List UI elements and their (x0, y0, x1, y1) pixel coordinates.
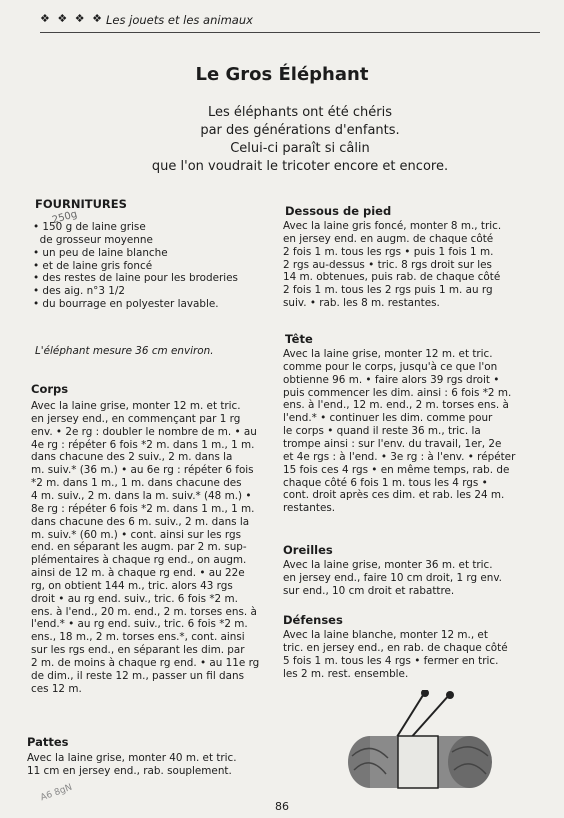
text-line: obtienne 96 m. • faire alors 39 rgs droit • (283, 373, 500, 386)
ornament-icon: ❖ ❖ ❖ ❖ (40, 12, 104, 25)
text-line: • du bourrage en polyester lavable. (33, 298, 219, 311)
text-line: • 150 g de laine grise (33, 221, 146, 233)
handwritten-note: 250g (51, 208, 79, 227)
text-line: droit • au rg end. suiv., tric. 6 fois *2 m. (31, 592, 238, 605)
dessous-heading: Dessous de pied (285, 204, 392, 218)
text-line: ens., 18 m., 2 m. torses ens.*, cont. ainsi (31, 631, 245, 644)
text-line: 11 cm en jersey end., rab. souplement. (27, 764, 232, 777)
text-line: le corps • quand il reste 36 m., tric. la (283, 425, 481, 438)
text-line: restantes. (283, 502, 336, 515)
text-line: rg, on obtient 144 m., tric. alors 43 rgs (31, 579, 233, 592)
corps-heading: Corps (31, 382, 69, 396)
text-line: Avec la laine blanche, monter 12 m., et (283, 629, 488, 641)
text-line: 2 fois 1 m. tous les rgs • puis 1 fois 1 m. (283, 245, 494, 258)
text-line: comme pour le corps, jusqu'à ce que l'on (283, 360, 498, 373)
text-line: 15 fois ces 4 rgs • en même temps, rab. de (283, 463, 510, 476)
text-line: dans chacune des 2 suiv., 2 m. dans la (31, 451, 233, 464)
text-line: sur les rgs end., en séparant les dim. par (31, 644, 245, 657)
text-line: puis commencer les dim. ainsi : 6 fois *2 m. (283, 386, 512, 399)
text-line: suiv. • rab. les 8 m. restantes. (283, 297, 440, 310)
header-rule (40, 32, 540, 33)
tete-heading: Tête (285, 332, 313, 346)
text-line: ces 12 m. (31, 682, 82, 695)
text-line: en jersey end. en augm. de chaque côté (283, 232, 494, 245)
yarn-ball-icon (340, 690, 510, 790)
text-line: Avec la laine grise, monter 36 m. et tric. (283, 559, 493, 571)
text-line: *2 m. dans 1 m., 1 m. dans chacune des (31, 477, 242, 490)
text-line: • et de laine gris foncé (33, 259, 153, 272)
text-line: env. • 2e rg : doubler le nombre de m. • au (31, 425, 257, 438)
fournitures-heading: FOURNITURES (35, 197, 127, 211)
text-line: et 4e rgs : à l'end. • 3e rg : à l'env. • répéter (283, 450, 516, 463)
text-line: de grosseur moyenne (33, 233, 153, 246)
text-line: de dim., il reste 12 m., passer un fil dans (31, 669, 244, 682)
text-line: trompe ainsi : sur l'env. du travail, 1er, 2e (283, 437, 502, 450)
text-line: m. suiv.* (36 m.) • au 6e rg : répéter 6 fois (31, 464, 254, 477)
text-line: les 2 m. rest. ensemble. (283, 667, 409, 680)
defenses-heading: Défenses (283, 613, 343, 627)
intro-line: que l'on voudrait le tricoter encore et encore. (151, 159, 449, 174)
intro-line: Les éléphants ont été chéris (208, 105, 392, 120)
text-line: 2 m. de moins à chaque rg end. • au 11e rg (31, 657, 260, 669)
section-title: Les jouets et les animaux (106, 13, 253, 27)
text-line: 4e rg : répéter 6 fois *2 m. dans 1 m., 1 m. (31, 438, 255, 451)
text-line: l'end.* • au rg end. suiv., tric. 6 fois *2 m. (31, 618, 248, 631)
text-line: 8e rg : répéter 6 fois *2 m. dans 1 m., 1 m. (31, 502, 255, 515)
text-line: Avec la laine grise, monter 12 m. et tric. (283, 348, 493, 360)
intro-line: par des générations d'enfants. (200, 123, 400, 138)
text-line: l'end.* • continuer les dim. comme pour (283, 412, 493, 425)
handwritten-scribble: A6 8gN (39, 782, 74, 804)
text-line: 5 fois 1 m. tous les 4 rgs • fermer en tric. (283, 654, 499, 667)
text-line: 2 fois 1 m. tous les 2 rgs puis 1 m. au rg (283, 284, 493, 297)
text-line: sur end., 10 cm droit et rabattre. (283, 584, 455, 597)
page-title: Le Gros Éléphant (195, 64, 369, 85)
text-line: end. en séparant les augm. par 2 m. sup- (31, 541, 247, 554)
text-line: • des aig. n°3 1/2 (33, 285, 126, 298)
text-line: en jersey end., en commençant par 1 rg (31, 412, 241, 425)
text-line: 2 rgs au-dessus • tric. 8 rgs droit sur les (283, 258, 492, 271)
text-line: ens. à l'end., 20 m. end., 2 m. torses ens. à (31, 605, 257, 618)
text-line: 14 m. obtenues, puis rab. de chaque côté (283, 271, 501, 284)
intro-text (80, 104, 520, 176)
text-line: 4 m. suiv., 2 m. dans la m. suiv.* (48 m.) • (31, 489, 252, 502)
text-line: m. suiv.* (60 m.) • cont. ainsi sur les rgs (31, 528, 241, 541)
text-line: ens. à l'end., 12 m. end., 2 m. torses ens. à (283, 399, 509, 412)
text-line: ainsi de 12 m. à chaque rg end. • au 22e (31, 567, 245, 580)
oreilles-heading: Oreilles (283, 543, 333, 557)
text-line: Avec la laine grise, monter 40 m. et tric. (27, 752, 237, 764)
page-number: 86 (275, 800, 289, 813)
text-line: Avec la laine gris foncé, monter 8 m., tric. (283, 220, 502, 232)
text-line: cont. droit après ces dim. et rab. les 24 m. (283, 489, 505, 502)
text-line: Avec la laine grise, monter 12 m. et tric. (31, 400, 241, 412)
pattes-heading: Pattes (27, 735, 69, 749)
text-line: plémentaires à chaque rg end., on augm. (31, 554, 247, 567)
text-line: • des restes de laine pour les broderies (33, 272, 238, 285)
intro-line: Celui-ci paraît si câlin (230, 141, 370, 156)
page-header (40, 10, 540, 36)
text-line: • un peu de laine blanche (33, 246, 168, 259)
text-line: dans chacune des 6 m. suiv., 2 m. dans la (31, 515, 250, 528)
text-line: en jersey end., faire 10 cm droit, 1 rg env. (283, 571, 502, 584)
measure-note: L'éléphant mesure 36 cm environ. (35, 345, 214, 357)
text-line: tric. en jersey end., en rab. de chaque côté (283, 641, 508, 654)
text-line: chaque côté 6 fois 1 m. tous les 4 rgs • (283, 476, 488, 489)
